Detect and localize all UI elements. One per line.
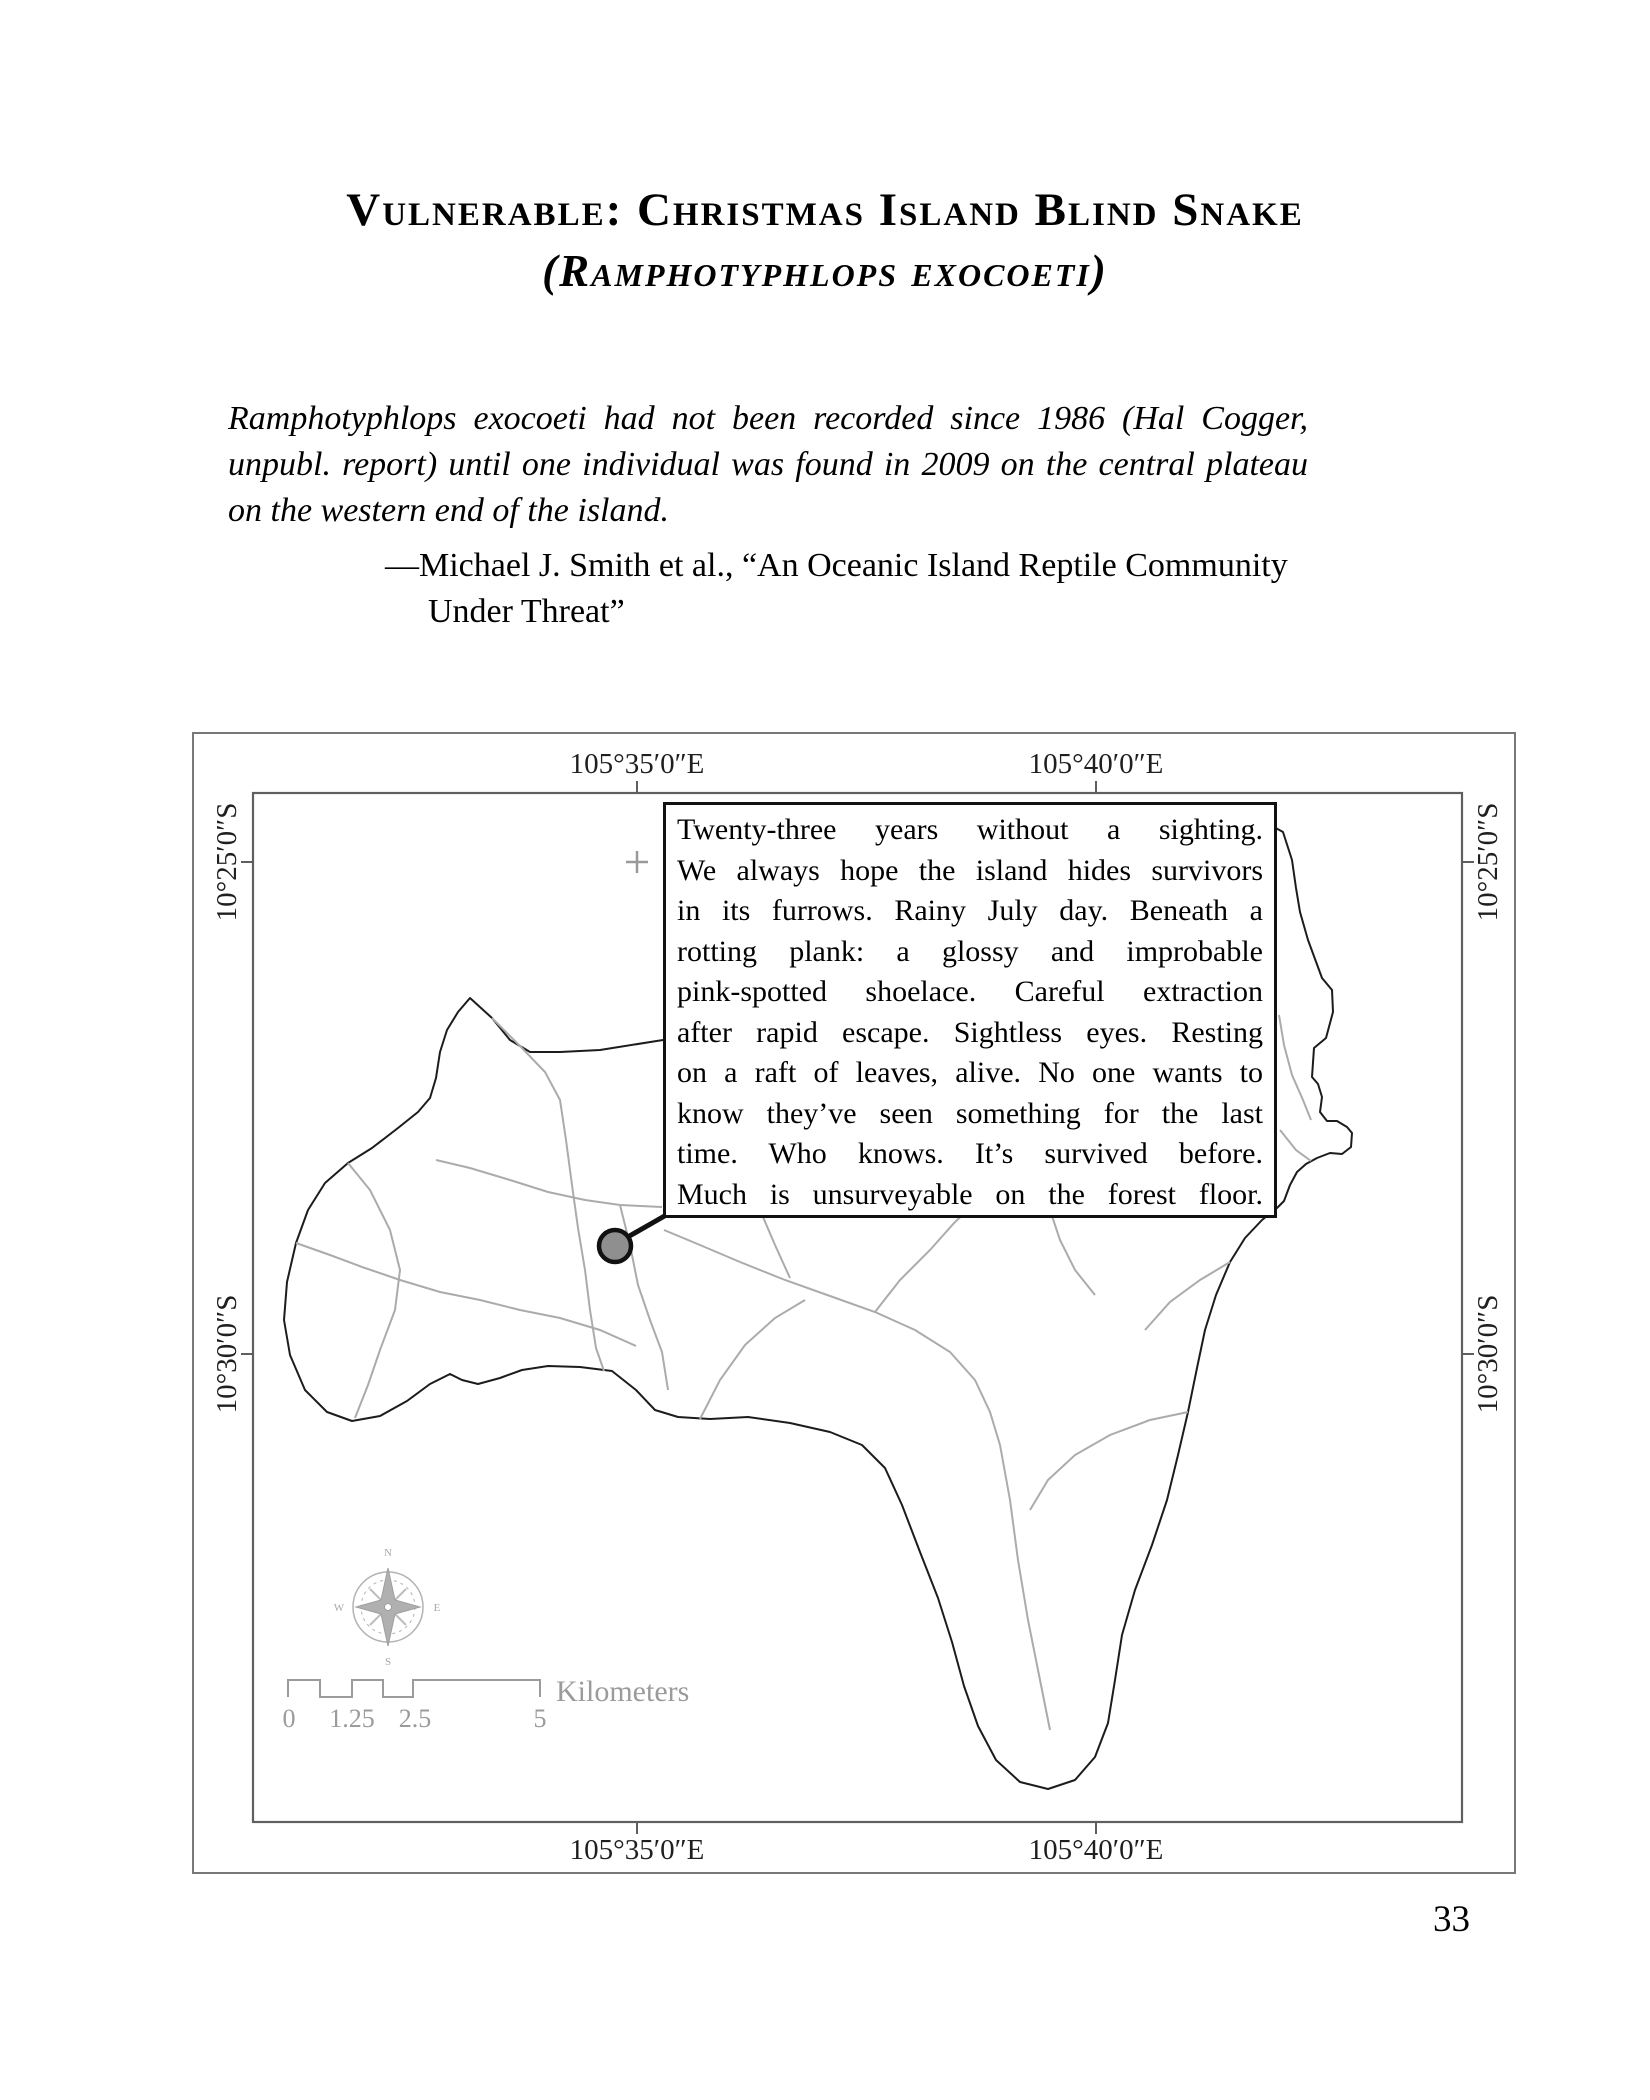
text-line: Much is unsurveyable on the forest floor. — [677, 1177, 1263, 1211]
axis-label-left-lower: 10°30′0″S — [211, 1294, 243, 1414]
axis-label-right-lower: 10°30′0″S — [1472, 1294, 1504, 1414]
scale-bar — [288, 1680, 540, 1697]
text-line: We always hope the island hides survivors — [677, 853, 1263, 887]
axis-label-top-right: 105°40′0″E — [1028, 748, 1164, 780]
text-line: Ramphotyphlops exocoeti had not been recorded since 1986 (Hal Cogger, — [228, 400, 1308, 437]
compass-rose-icon — [334, 1547, 441, 1668]
compass-w-label: W — [333, 1602, 345, 1614]
text-line: know they’ve seen something for the last — [677, 1096, 1263, 1130]
text-line: time. Who knows. It’s survived before. — [677, 1137, 1263, 1170]
scale-tick-0: 0 — [282, 1704, 296, 1733]
compass-e-label: E — [433, 1602, 441, 1614]
sighting-marker — [599, 1230, 631, 1262]
title-line-2: (Ramphotyphlops exocoeti) — [542, 246, 1108, 296]
axis-label-left-upper: 10°25′0″S — [211, 802, 243, 922]
text-line: rotting plank: a glossy and improbable — [677, 934, 1263, 968]
text-line: in its furrows. Rainy July day. Beneath a — [677, 894, 1263, 927]
poem-callout-box — [663, 802, 1277, 1218]
scale-unit-label: Kilometers — [556, 1675, 690, 1708]
text-line: Twenty-three years without a sighting. — [677, 813, 1263, 846]
text-line: —Michael J. Smith et al., “An Oceanic Island Reptile Community — [385, 547, 1288, 584]
axis-label-bottom-right: 105°40′0″E — [1028, 1834, 1164, 1866]
text-line: on the western end of the island. — [228, 492, 670, 529]
axis-label-top-left: 105°35′0″E — [569, 748, 705, 780]
text-line: pink-spotted shoelace. Careful extraction — [677, 975, 1263, 1008]
text-line: Under Threat” — [428, 593, 625, 630]
scale-tick-5: 5 — [533, 1704, 547, 1733]
compass-n-label: N — [384, 1547, 392, 1559]
text-line: after rapid escape. Sightless eyes. Resting — [677, 1015, 1263, 1049]
title-line-1: Vulnerable: Christmas Island Blind Snake — [346, 184, 1304, 236]
page-number: 33 — [1433, 1899, 1470, 1940]
scale-tick-2-5: 2.5 — [398, 1704, 432, 1733]
compass-s-label: S — [384, 1656, 392, 1668]
text-line: unpubl. report) until one individual was found in 2009 on the central plateau — [228, 446, 1308, 483]
scale-tick-1-25: 1.25 — [329, 1704, 375, 1733]
axis-label-bottom-left: 105°35′0″E — [569, 1834, 705, 1866]
text-line: on a raft of leaves, alive. No one wants to — [677, 1056, 1263, 1089]
axis-label-right-upper: 10°25′0″S — [1472, 802, 1504, 922]
